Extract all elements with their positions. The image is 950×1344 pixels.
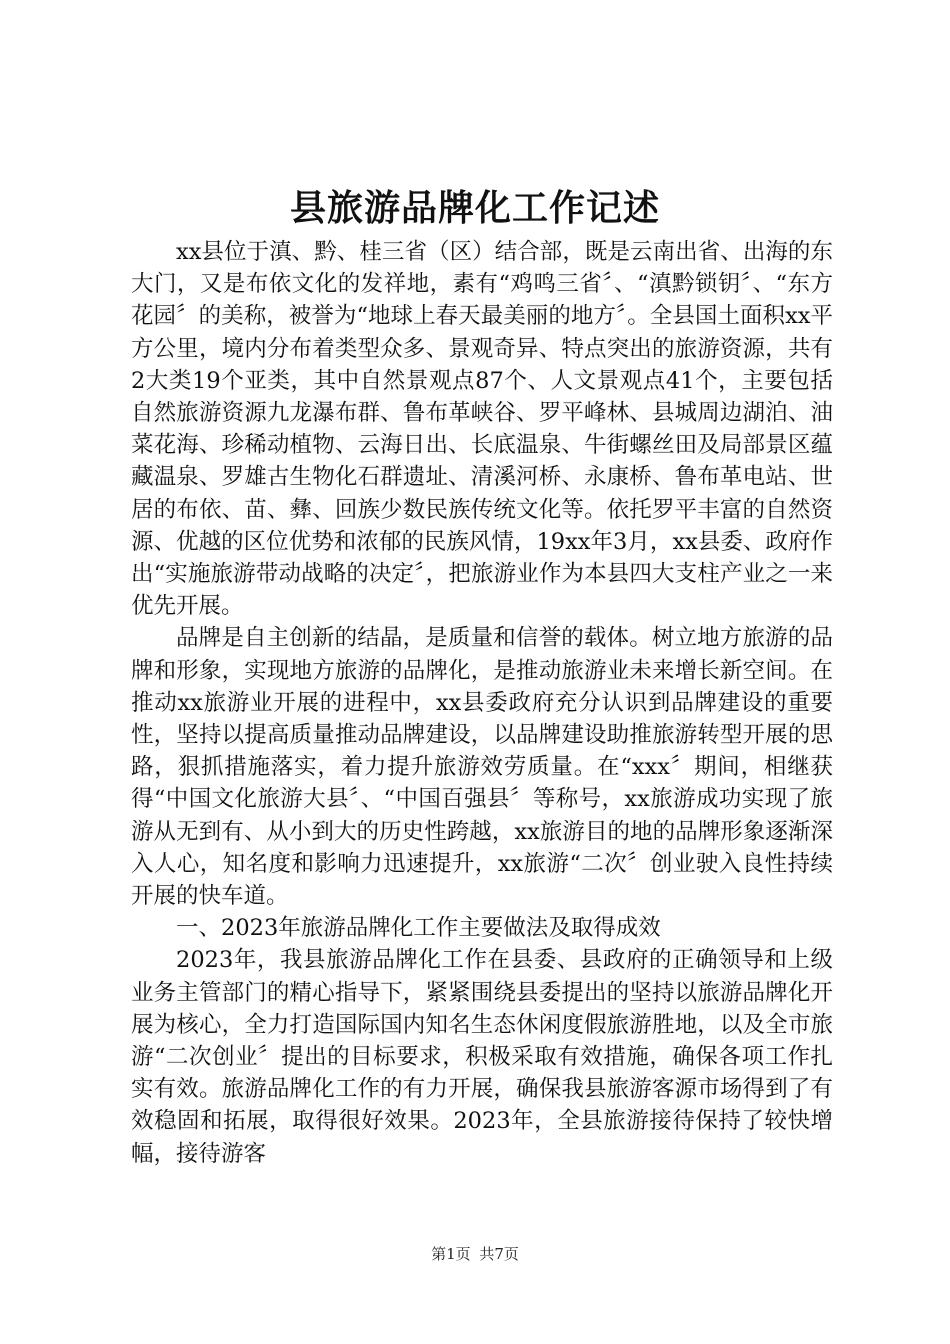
document-body bbox=[131, 236, 833, 1170]
paragraph-intro: xx县位于滇、黔、桂三省（区）结合部，既是云南出省、出海的东大门，又是布依文化的发祥地，素有“鸡鸣三省〞、“滇黔锁钥〞、“东方花园〞的美称，被誉为“地球上春天最美丽的地方〞。全县国土面积xx平方公里，境内分布着类型众多、景观奇异、特点突出的旅游资源，共有2大类19个亚类，其中自然景观点87个、人文景观点41个，主要包括自然旅游资源九龙瀑布群、鲁布革峡谷、罗平峰林、县城周边湖泊、油菜花海、珍稀动植物、云海日出、长底温泉、牛街螺丝田及局部景区蕴藏温泉、罗雄古生物化石群遗址、清溪河桥、永康桥、鲁布革电站、世居的布依、苗、彝、回族少数民族传统文化等。依托罗平丰富的自然资源、优越的区位优势和浓郁的民族风情，19xx年3月，xx县委、政府作出“实施旅游带动战略的决定〞，把旅游业作为本县四大支柱产业之一来优先开展。 bbox=[131, 239, 833, 620]
document-title: 县旅游品牌化工作记述 bbox=[289, 187, 660, 229]
paragraph-2023: 2023年，我县旅游品牌化工作在县委、县政府的正确领导和上级业务主管部门的精心指导下，紧紧围绕县委提出的坚持以旅游品牌化开展为核心，全力打造国际国内知名生态休闲度假旅游胜地，以及全市旅游“二次创业〞提出的目标要求，积极采取有效措施，确保各项工作扎实有效。旅游品牌化工作的有力开展，确保我县旅游客源市场得到了有效稳固和拓展，取得很好效果。2023年，全县旅游接待保持了较快增幅，接待游客 bbox=[131, 947, 833, 1167]
page-number: 第1页 bbox=[431, 1245, 471, 1263]
page-footer bbox=[0, 1244, 950, 1264]
section-heading-1: 一、2023年旅游品牌化工作主要做法及取得成效 bbox=[176, 915, 661, 942]
page-total: 共7页 bbox=[479, 1245, 519, 1263]
paragraph-brand: 品牌是自主创新的结晶，是质量和信誉的载体。树立地方旅游的品牌和形象，实现地方旅游的品牌化，是推动旅游业未来增长新空间。在推动xx旅游业开展的进程中，xx县委政府充分认识到品牌建设的重要性，坚持以提高质量推动品牌建设，以品牌建设助推旅游转型开展的思路，狠抓措施落实，着力提升旅游效劳质量。在“xxx〞期间，相继获得“中国文化旅游大县〞、“中国百强县〞等称号，xx旅游成功实现了旅游从无到有、从小到大的历史性跨越，xx旅游目的地的品牌形象逐渐深入人心，知名度和影响力迅速提升，xx旅游“二次〞创业驶入良性持续开展的快车道。 bbox=[131, 625, 833, 910]
